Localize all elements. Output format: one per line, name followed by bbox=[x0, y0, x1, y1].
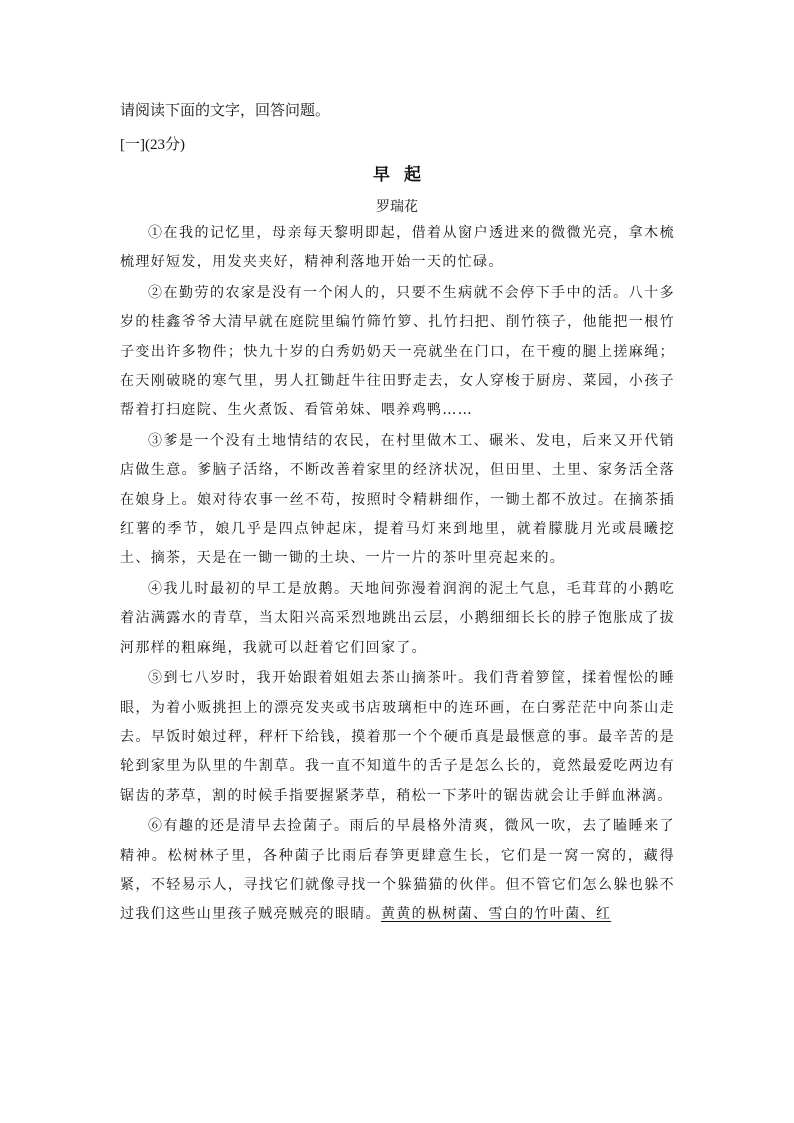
paragraph-6-text: ⑥有趣的还是清早去捡菌子。雨后的早晨格外清爽，微风一吹，去了瞌睡来了精神。松树林子里，各种菌子比雨后春笋更肆意生长，它们是一窝一窝的，藏得紧，不轻易示人，寻找它们就像寻找一个躲猫猫的伙伴。但不管它们怎么躲也躲不过我们这些山里孩子贼亮贼亮的眼睛。 bbox=[120, 818, 675, 923]
article-author: 罗瑞花 bbox=[376, 199, 418, 215]
paragraph-1: ①在我的记忆里，母亲每天黎明即起，借着从窗户透进来的微微光亮，拿木梳梳理好短发，用发夹夹好，精神利落地开始一天的忙碌。 bbox=[120, 225, 675, 271]
article-title: 早起 bbox=[373, 165, 435, 185]
article-body bbox=[120, 219, 675, 931]
paragraph-4: ④我儿时最初的早工是放鹅。天地间弥漫着润润的泥土气息，毛茸茸的小鹅吃着沾满露水的青草，当太阳兴高采烈地跳出云层，小鹅细细长长的脖子饱胀成了拔河那样的粗麻绳，我就可以赶着它们回家了。 bbox=[120, 580, 675, 656]
paragraph-2: ②在勤劳的农家是没有一个闲人的，只要不生病就不会停下手中的活。八十多岁的桂鑫爷爷大清早就在庭院里编竹筛竹箩、扎竹扫把、削竹筷子，他能把一根竹子变出许多物件；快九十岁的白秀奶奶天一亮就坐在门口，在干瘦的腿上搓麻绳；在天刚破晓的寒气里，男人扛锄赶牛往田野走去，女人穿梭于厨房、菜园，小孩子帮着打扫庭院、生火煮饭、看管弟妹、喂养鸡鸭…… bbox=[120, 284, 675, 419]
paragraph-6 bbox=[120, 812, 675, 930]
paragraph-3: ③爹是一个没有土地情结的农民，在村里做木工、碾米、发电，后来又开代销店做生意。爹脑子活络，不断改善着家里的经济状况，但田里、土里、家务活全落在娘身上。娘对待农事一丝不苟，按照时令精耕细作，一锄土都不放过。在摘茶插红薯的季节，娘几乎是四点钟起床，提着马灯来到地里，就着朦胧月光或晨曦挖土、摘茶，天是在一锄一锄的土块、一片一片的茶叶里亮起来的。 bbox=[120, 432, 675, 567]
paragraph-5: ⑤到七八岁时，我开始跟着姐姐去茶山摘茶叶。我们背着箩筐，揉着惺忪的睡眼，为着小贩挑担上的漂亮发夹或书店玻璃柜中的连环画，在白雾茫茫中向茶山走去。早饭时娘过秤，秤杆下给钱，摸着那一个个硬币真是最惬意的事。最辛苦的是轮到家里为队里的牛割草。我一直不知道牛的舌子是怎么长的，竟然最爱吃两边有锯齿的茅草，割的时候手指要握紧茅草，稍松一下茅叶的锯齿就会让手鲜血淋漓。 bbox=[120, 670, 675, 804]
section-label: [一](23分) bbox=[120, 137, 185, 153]
underlined-sentence: 黄黄的枞树菌、雪白的竹叶菌、红 bbox=[380, 906, 612, 923]
question-instruction: 请阅读下面的文字，回答问题。 bbox=[120, 103, 331, 119]
